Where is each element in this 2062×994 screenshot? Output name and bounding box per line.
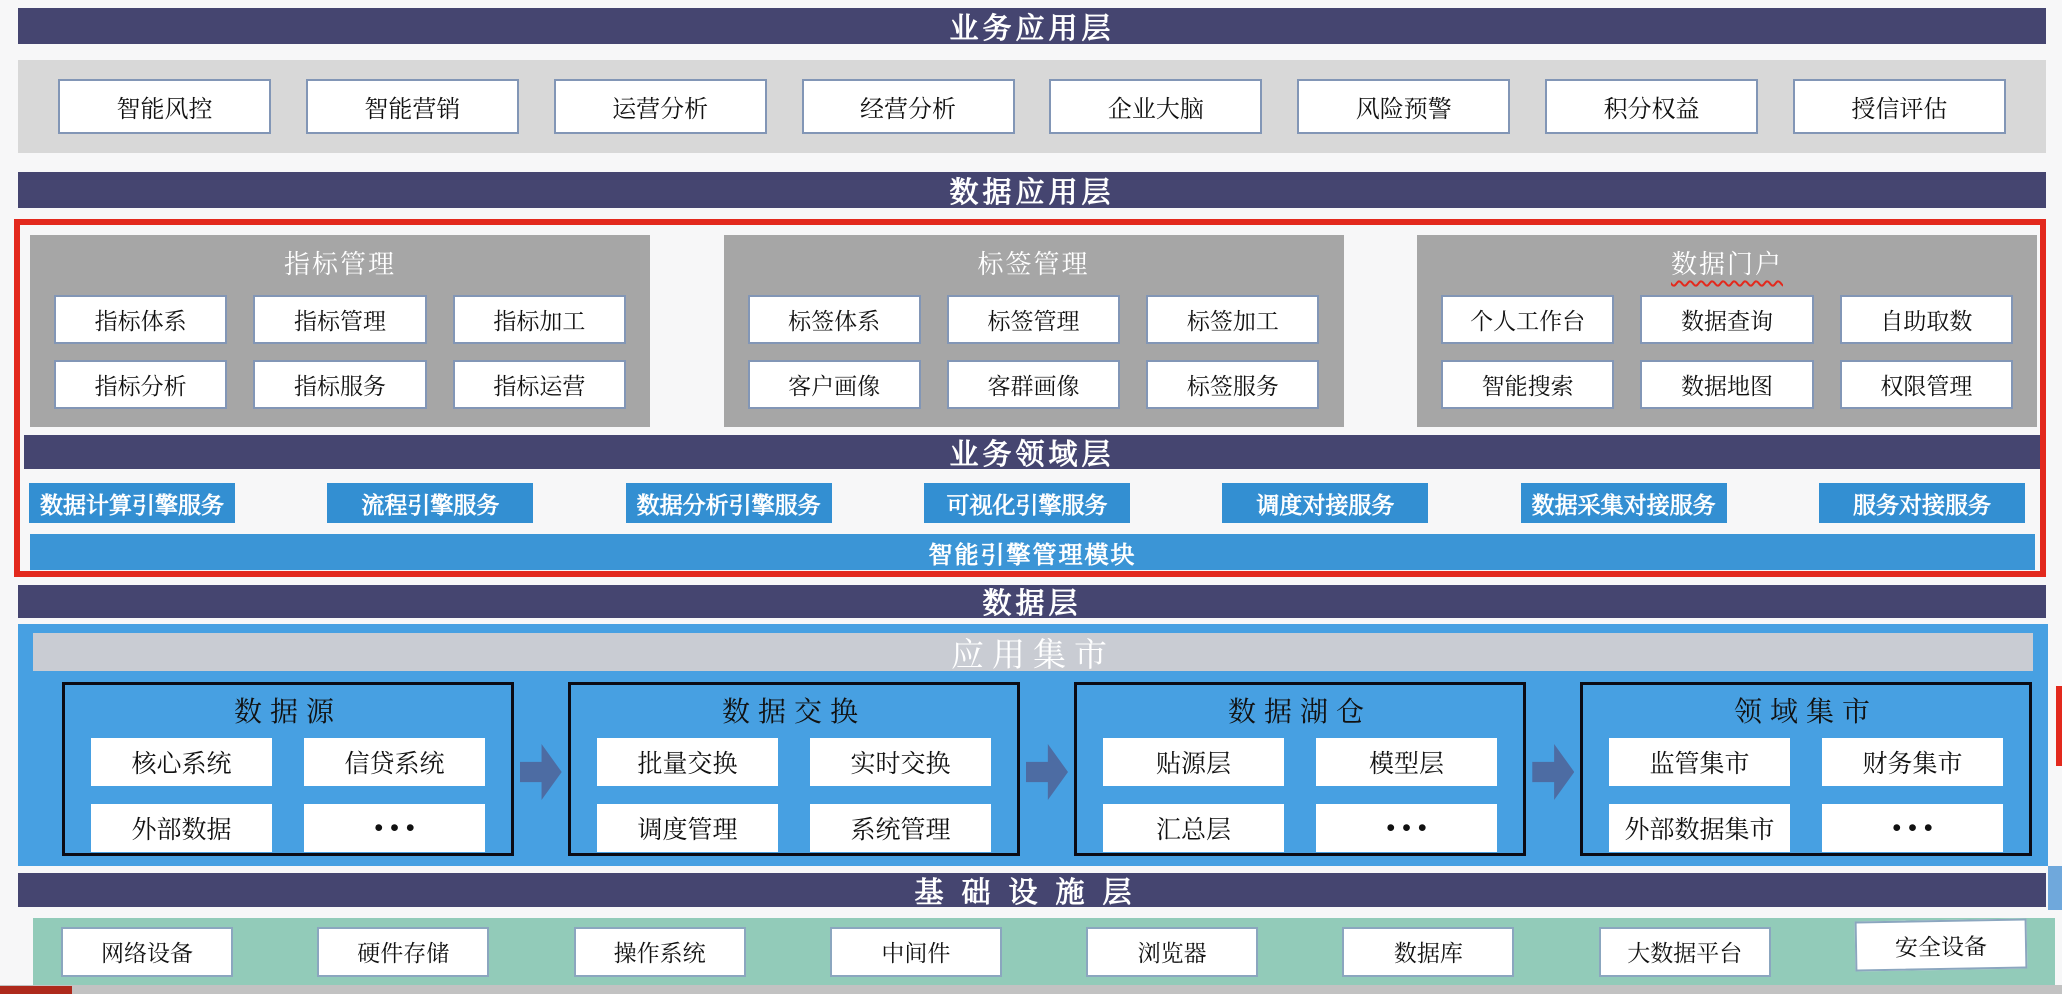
group-cell: • • • bbox=[1316, 804, 1497, 852]
group-title: 数据湖仓 bbox=[1227, 695, 1372, 728]
group-title: 数据源 bbox=[233, 695, 342, 728]
infrastructure-band bbox=[33, 918, 2055, 985]
group-data-source bbox=[62, 682, 514, 856]
engine-service-box: 可视化引擎服务 bbox=[924, 483, 1130, 523]
application-mart-title: 应用集市 bbox=[951, 634, 1115, 674]
panel-cell: 标签加工 bbox=[1146, 295, 1319, 344]
group-grid bbox=[1583, 730, 2029, 852]
panel-cell: 个人工作台 bbox=[1441, 295, 1614, 344]
infrastructure-box: 网络设备 bbox=[61, 927, 233, 977]
group-cell: 贴源层 bbox=[1103, 738, 1284, 786]
right-arrow-icon bbox=[520, 744, 562, 800]
group-data-exchange bbox=[568, 682, 1020, 856]
data-app-panels-row bbox=[30, 235, 2037, 427]
right-edge-blue-strip bbox=[2048, 866, 2062, 910]
group-grid bbox=[65, 730, 511, 852]
panel-title-with-spellcheck-squiggle: 数据门户 bbox=[1670, 249, 1783, 279]
data-groups-row bbox=[62, 682, 2032, 856]
group-cell: • • • bbox=[1822, 804, 2003, 852]
business-app-box: 智能风控 bbox=[58, 79, 271, 134]
panel-cell: 指标分析 bbox=[54, 360, 227, 409]
panel-cell: 指标运营 bbox=[453, 360, 626, 409]
panel-data-portal bbox=[1417, 235, 2037, 427]
panel-grid bbox=[30, 281, 650, 409]
right-arrow-icon bbox=[1026, 744, 1068, 800]
group-cell: 系统管理 bbox=[810, 804, 991, 852]
group-cell: 财务集市 bbox=[1822, 738, 2003, 786]
panel-indicator-management bbox=[30, 235, 650, 427]
panel-cell: 指标服务 bbox=[253, 360, 426, 409]
group-cell: 核心系统 bbox=[91, 738, 272, 786]
panel-cell: 指标加工 bbox=[453, 295, 626, 344]
layer-title: 业务领域层 bbox=[949, 438, 1115, 471]
business-app-box: 智能营销 bbox=[306, 79, 519, 134]
engine-services-row bbox=[29, 483, 2025, 523]
engine-service-box: 数据计算引擎服务 bbox=[29, 483, 235, 523]
group-cell: 信贷系统 bbox=[304, 738, 485, 786]
data-layer-region bbox=[18, 624, 2048, 866]
infrastructure-box: 硬件存储 bbox=[317, 927, 489, 977]
group-data-lakehouse bbox=[1074, 682, 1526, 856]
panel-title: 标签管理 bbox=[977, 249, 1090, 279]
panel-cell: 客群画像 bbox=[947, 360, 1120, 409]
engine-service-box: 调度对接服务 bbox=[1222, 483, 1428, 523]
right-arrow-icon bbox=[1532, 744, 1574, 800]
panel-cell: 客户画像 bbox=[748, 360, 921, 409]
group-domain-mart bbox=[1580, 682, 2032, 856]
group-grid bbox=[571, 730, 1017, 852]
layer-title: 数据应用层 bbox=[949, 176, 1115, 209]
group-cell: 监管集市 bbox=[1609, 738, 1790, 786]
layer-title: 数据层 bbox=[982, 588, 1082, 620]
group-title: 领域集市 bbox=[1733, 695, 1878, 728]
panel-cell: 指标管理 bbox=[253, 295, 426, 344]
business-app-box: 积分权益 bbox=[1545, 79, 1758, 134]
layer-header-data bbox=[18, 585, 2046, 618]
group-cell: 调度管理 bbox=[597, 804, 778, 852]
group-cell: • • • bbox=[304, 804, 485, 852]
panel-grid bbox=[1417, 281, 2037, 409]
panel-cell: 自助取数 bbox=[1840, 295, 2013, 344]
infrastructure-box: 操作系统 bbox=[574, 927, 746, 977]
infrastructure-box: 安全设备 bbox=[1855, 918, 2028, 971]
panel-grid bbox=[724, 281, 1344, 409]
business-app-box: 风险预警 bbox=[1297, 79, 1510, 134]
business-app-band bbox=[18, 60, 2046, 153]
engine-management-bar bbox=[30, 534, 2035, 570]
layer-title: 业务应用层 bbox=[949, 12, 1115, 45]
panel-cell: 指标体系 bbox=[54, 295, 227, 344]
engine-service-box: 流程引擎服务 bbox=[327, 483, 533, 523]
infrastructure-box: 中间件 bbox=[830, 927, 1002, 977]
layer-header-data-app bbox=[18, 172, 2046, 208]
right-edge-red-line bbox=[2056, 686, 2062, 766]
panel-cell: 数据地图 bbox=[1640, 360, 1813, 409]
group-title: 数据交换 bbox=[721, 695, 866, 728]
group-cell: 外部数据集市 bbox=[1609, 804, 1790, 852]
application-mart-bar bbox=[33, 633, 2033, 674]
infrastructure-box: 大数据平台 bbox=[1599, 927, 1771, 977]
panel-cell: 权限管理 bbox=[1840, 360, 2013, 409]
bottom-left-red-bar bbox=[0, 986, 72, 994]
business-app-box: 经营分析 bbox=[802, 79, 1015, 134]
bottom-gray-strip bbox=[0, 985, 2062, 994]
engine-service-box: 数据分析引擎服务 bbox=[626, 483, 832, 523]
panel-cell: 智能搜索 bbox=[1441, 360, 1614, 409]
engine-management-label: 智能引擎管理模块 bbox=[928, 541, 1137, 569]
panel-cell: 数据查询 bbox=[1640, 295, 1813, 344]
group-cell: 外部数据 bbox=[91, 804, 272, 852]
panel-title: 指标管理 bbox=[283, 249, 396, 279]
layer-header-business-app bbox=[18, 8, 2046, 44]
panel-label-management bbox=[724, 235, 1344, 427]
panel-cell: 标签服务 bbox=[1146, 360, 1319, 409]
layer-title: 基础设施层 bbox=[914, 876, 1150, 909]
layer-header-business-domain bbox=[24, 435, 2040, 469]
business-app-box: 授信评估 bbox=[1793, 79, 2006, 134]
layer-header-infrastructure bbox=[18, 873, 2046, 907]
group-cell: 实时交换 bbox=[810, 738, 991, 786]
engine-service-box: 数据采集对接服务 bbox=[1521, 483, 1727, 523]
group-cell: 模型层 bbox=[1316, 738, 1497, 786]
group-cell: 汇总层 bbox=[1103, 804, 1284, 852]
panel-cell: 标签管理 bbox=[947, 295, 1120, 344]
infrastructure-box: 数据库 bbox=[1342, 927, 1514, 977]
engine-service-box: 服务对接服务 bbox=[1819, 483, 2025, 523]
infrastructure-box: 浏览器 bbox=[1086, 927, 1258, 977]
business-app-box: 运营分析 bbox=[554, 79, 767, 134]
group-cell: 批量交换 bbox=[597, 738, 778, 786]
panel-cell: 标签体系 bbox=[748, 295, 921, 344]
business-app-box: 企业大脑 bbox=[1049, 79, 1262, 134]
group-grid bbox=[1077, 730, 1523, 852]
